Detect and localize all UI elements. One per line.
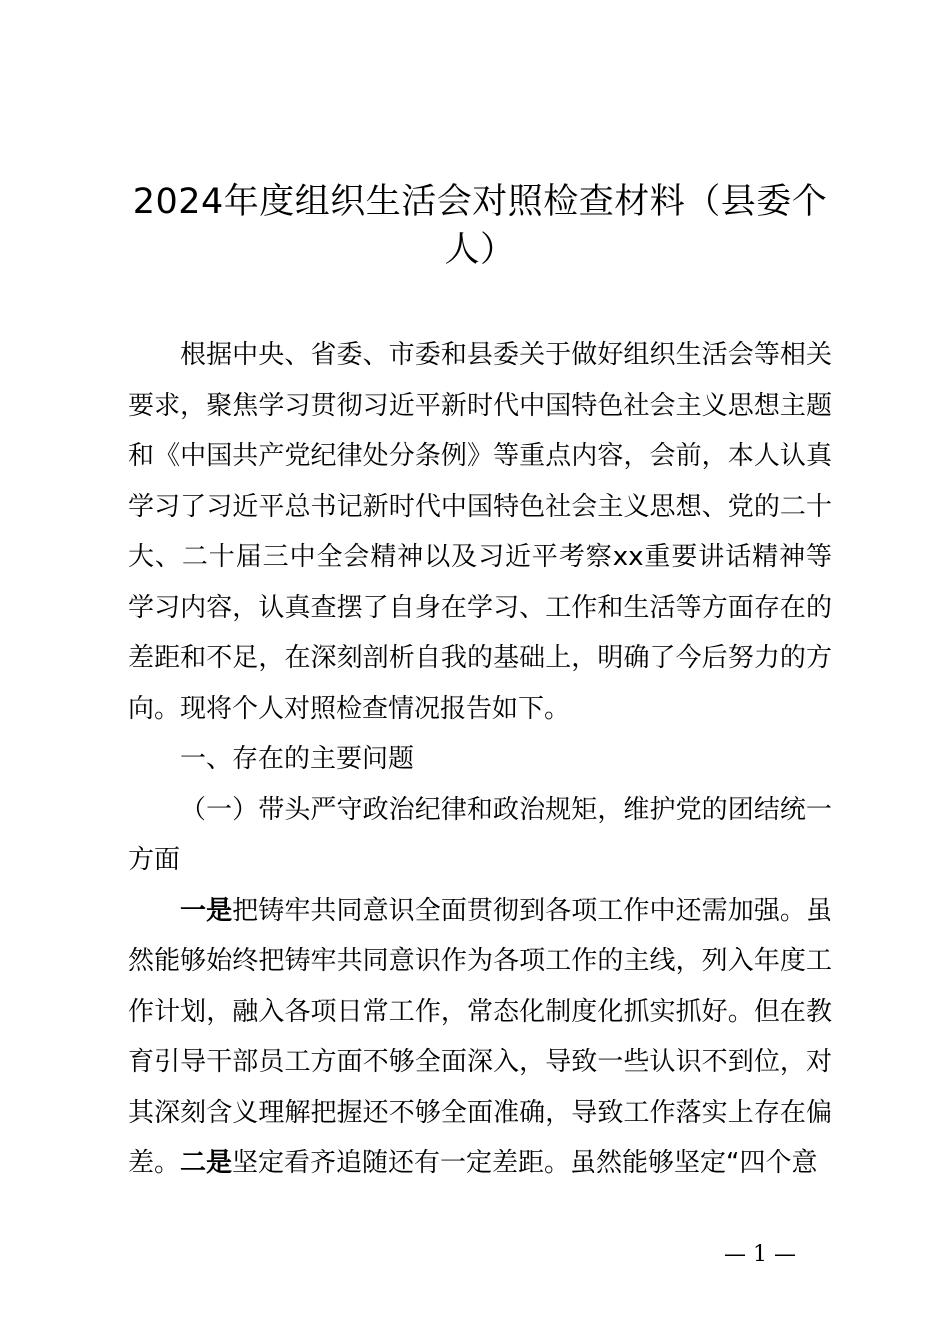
points-paragraph <box>128 886 832 1189</box>
point-two-label: 二是 <box>180 1148 233 1178</box>
point-two-text: 坚定看齐追随还有一定差距。虽然能够坚定“四个意 <box>232 1148 818 1178</box>
intro-paragraph: 根据中央、省委、市委和县委关于做好组织生活会等相关要求，聚焦学习贯彻习近平新时代中国特色社会主义思想主题和《中国共产党纪律处分条例》等重点内容，会前，本人认真学习了习近平总书记新时代中国特色社会主义思想、党的二十大、二十届三中全会精神以及习近平考察xx重要讲话精神等学习内容，认真查摆了自身在学习、工作和生活等方面存在的差距和不足，在深刻剖析自我的基础上，明确了今后努力的方向。现将个人对照检查情况报告如下。 <box>128 340 832 724</box>
point-one-text: 把铸牢共同意识全面贯彻到各项工作中还需加强。虽然能够始终把铸牢共同意识作为各项工作的主线，列入年度工作计划，融入各项日常工作，常态化制度化抓实抓好。但在教育引导干部员工方面不够全面深入，导致一些认识不到位，对其深刻含义理解把握还不够全面准确，导致工作落实上存在偏差。 <box>128 895 832 1178</box>
page-number: — 1 — <box>724 1242 796 1267</box>
document-title: 2024年度组织生活会对照检查材料（县委个人） <box>132 182 828 270</box>
document-body <box>128 330 832 1189</box>
section-one-heading: 一、存在的主要问题 <box>180 744 415 774</box>
subsection-one-heading: （一）带头严守政治纪律和政治规矩，维护党的团结统一方面 <box>128 794 832 875</box>
point-one-label: 一是 <box>180 895 233 926</box>
